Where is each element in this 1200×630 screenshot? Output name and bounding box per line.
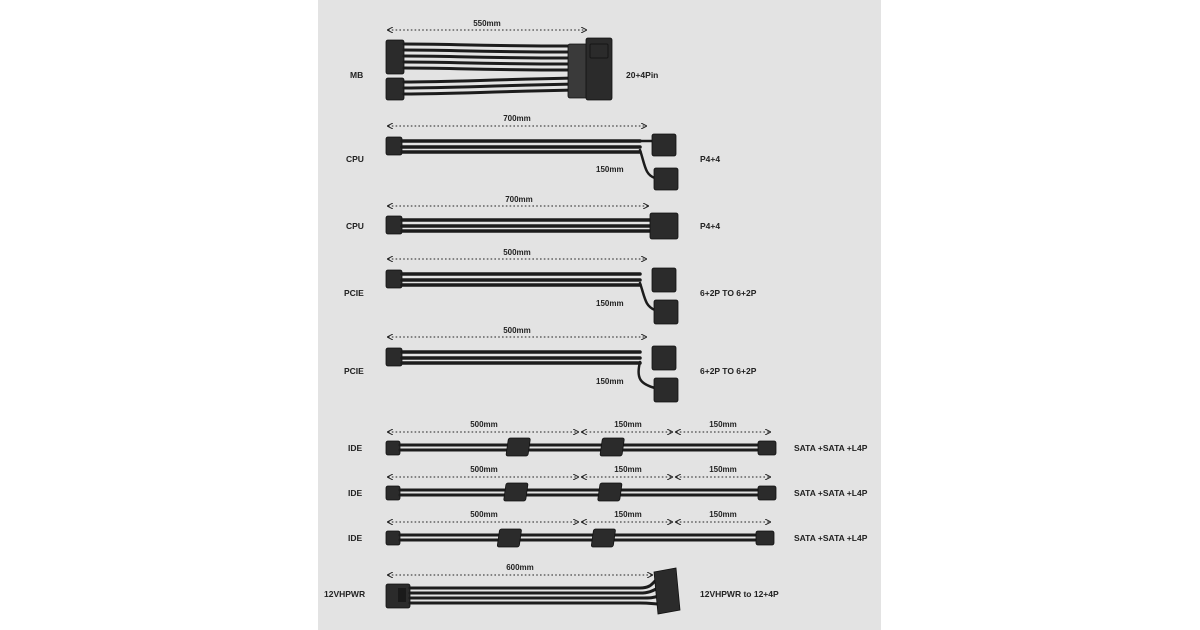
mb-cable-bundle [386,38,612,100]
cable-type-label: IDE [348,443,363,453]
cable-row-ide-2 [348,465,868,501]
dimension-label: 500mm [470,465,498,474]
connector-label: 12VHPWR to 12+4P [700,589,779,599]
cable-type-label: 12VHPWR [324,589,366,599]
connector-label: P4+4 [700,154,721,164]
dimension-label: 500mm [470,510,498,519]
cable-type-label: IDE [348,533,363,543]
cable-row-ide-3 [348,510,868,547]
connector-label: 6+2P TO 6+2P [700,288,757,298]
dimension-label: 150mm [614,420,642,429]
connector-label: 20+4Pin [626,70,659,80]
dimension-label: 150mm [614,510,642,519]
cable-type-label: CPU [346,154,364,164]
connector-label: P4+4 [700,221,721,231]
cable-row-cpu-split [346,114,720,190]
connector-label: SATA +SATA +L4P [794,488,868,498]
dimension-label: 150mm [709,510,737,519]
dimension-label: 500mm [503,326,531,335]
connector-label: 6+2P TO 6+2P [700,366,757,376]
dimension-label: 150mm [709,420,737,429]
dimension-label: 550mm [473,19,501,28]
connector-label: SATA +SATA +L4P [794,443,868,453]
cable-row-mb [350,19,658,100]
cable-type-label: PCIE [344,288,364,298]
cable-type-label: MB [350,70,364,80]
dimension-label: 150mm [709,465,737,474]
branch-length-label: 150mm [596,165,624,174]
dimension-label: 700mm [503,114,531,123]
cable-row-ide-1 [348,420,868,456]
dimension-label: 500mm [503,248,531,257]
cable-type-label: PCIE [344,366,364,376]
cable-row-pcie-1 [344,248,757,324]
branch-length-label: 150mm [596,377,624,386]
branch-length-label: 150mm [596,299,624,308]
cable-type-label: IDE [348,488,363,498]
dimension-label: 700mm [505,195,533,204]
cable-row-12vhpwr [324,563,779,614]
connector-label: SATA +SATA +L4P [794,533,868,543]
dimension-label: 500mm [470,420,498,429]
cable-type-label: CPU [346,221,364,231]
cable-row-cpu [346,195,720,239]
dimension-label: 600mm [506,563,534,572]
dimension-label: 150mm [614,465,642,474]
cable-row-pcie-2 [344,326,757,402]
